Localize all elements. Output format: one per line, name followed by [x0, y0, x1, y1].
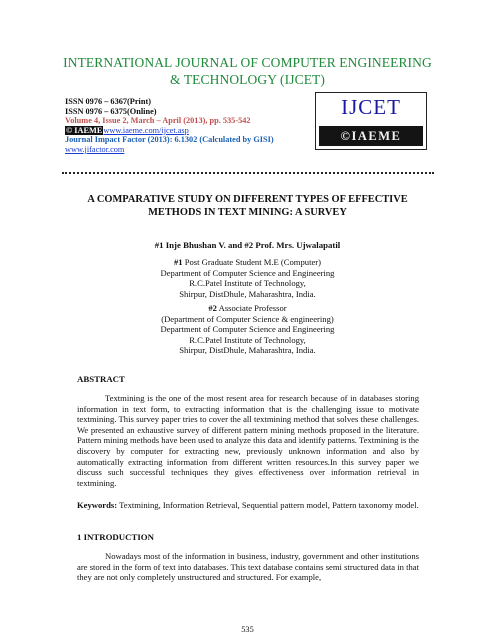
paper-title-line2: METHODS IN TEXT MINING: A SURVEY — [148, 206, 347, 218]
affiliation-2-line3: Department of Computer Science and Engineering — [160, 324, 335, 335]
affiliation-1-line1 — [0, 257, 495, 268]
affiliation-1-line3: R.C.Patel Institute of Technology, — [189, 278, 306, 289]
affiliation-2-role: Associate Professor — [216, 303, 287, 313]
journal-title-line2: & TECHNOLOGY (IJCET) — [170, 72, 325, 87]
jif-url-link[interactable]: www.jifactor.com — [65, 144, 125, 154]
affiliation-2-marker: #2 — [208, 303, 217, 313]
logo-journal-name: IJCET — [341, 95, 401, 119]
affiliation-2-line4: R.C.Patel Institute of Technology, — [189, 334, 306, 345]
journal-meta — [65, 97, 274, 155]
abstract-text: Textmining is the one of the most resent area for research because of in databases storing information in text form, to extracting information that is the challenging issue to motivate textmining. This survey paper tries to cover the all textmining method that solves these challenges. We presented an exhaustive survey of different pattern mining methods proposed in the literature. Pattern mining methods have been used to analyze this data and identify patterns. Textmining is the discovery by computer for extracting new, previously unknown information and also by automatically extracting information from different written resources.In this survey paper we discuss such successful techniques they gives effectiveness over information retrieval in textmining. — [77, 393, 419, 488]
affiliation-2 — [0, 303, 495, 356]
volume-info: Volume 4, Issue 2, March – April (2013), pp. 535-542 — [65, 116, 251, 126]
affiliation-2-line5: Shirpur, DistDhule, Maharashtra, India. — [179, 345, 316, 356]
iaeme-copyright-tag: © IAEME — [66, 125, 103, 135]
affiliation-1 — [0, 257, 495, 299]
introduction-text: Nowadays most of the information in business, industry, government and other institutions are stored in the form of text into databases. This text database contains semi structured data in that they are not only completely unstructured and structured. For example, — [77, 551, 419, 583]
journal-title — [0, 54, 495, 88]
page-number: 535 — [241, 625, 254, 634]
journal-title-line1: INTERNATIONAL JOURNAL OF COMPUTER ENGINEERING — [63, 55, 432, 70]
journal-url-link[interactable]: www.iaeme.com/ijcet.asp — [103, 125, 189, 135]
abstract-heading: ABSTRACT — [77, 374, 125, 384]
logo-publisher: ©IAEME — [319, 126, 423, 146]
issn-online: ISSN 0976 – 6375(Online) — [65, 106, 157, 116]
issn-print: ISSN 0976 – 6367(Print) — [65, 97, 151, 106]
affiliation-1-line4: Shirpur, DistDhule, Maharashtra, India. — [179, 288, 316, 299]
affiliation-2-line2: (Department of Computer Science & engineering) — [161, 313, 334, 324]
impact-factor: Journal Impact Factor (2013): 6.1302 (Calculated by GISI) — [65, 135, 274, 145]
authors: #1 Inje Bhushan V. and #2 Prof. Mrs. Ujwalapatil — [154, 240, 341, 250]
paper-title — [50, 194, 445, 219]
journal-url-line — [65, 126, 274, 136]
paper-title-line1: A COMPARATIVE STUDY ON DIFFERENT TYPES OF EFFECTIVE — [87, 194, 408, 205]
keywords-text: Textmining, Information Retrieval, Sequential pattern model, Pattern taxonomy model. — [117, 500, 419, 510]
affiliation-1-line2: Department of Computer Science and Engineering — [160, 267, 335, 278]
affiliation-1-role: Post Graduate Student M.E (Computer) — [182, 257, 322, 267]
affiliation-1-marker: #1 — [173, 257, 183, 267]
ijcet-logo — [315, 92, 427, 150]
header-divider — [62, 172, 434, 174]
introduction-heading: 1 INTRODUCTION — [77, 532, 154, 542]
keywords — [77, 500, 419, 511]
keywords-label: Keywords: — [77, 500, 118, 510]
affiliation-2-line1 — [0, 303, 495, 314]
